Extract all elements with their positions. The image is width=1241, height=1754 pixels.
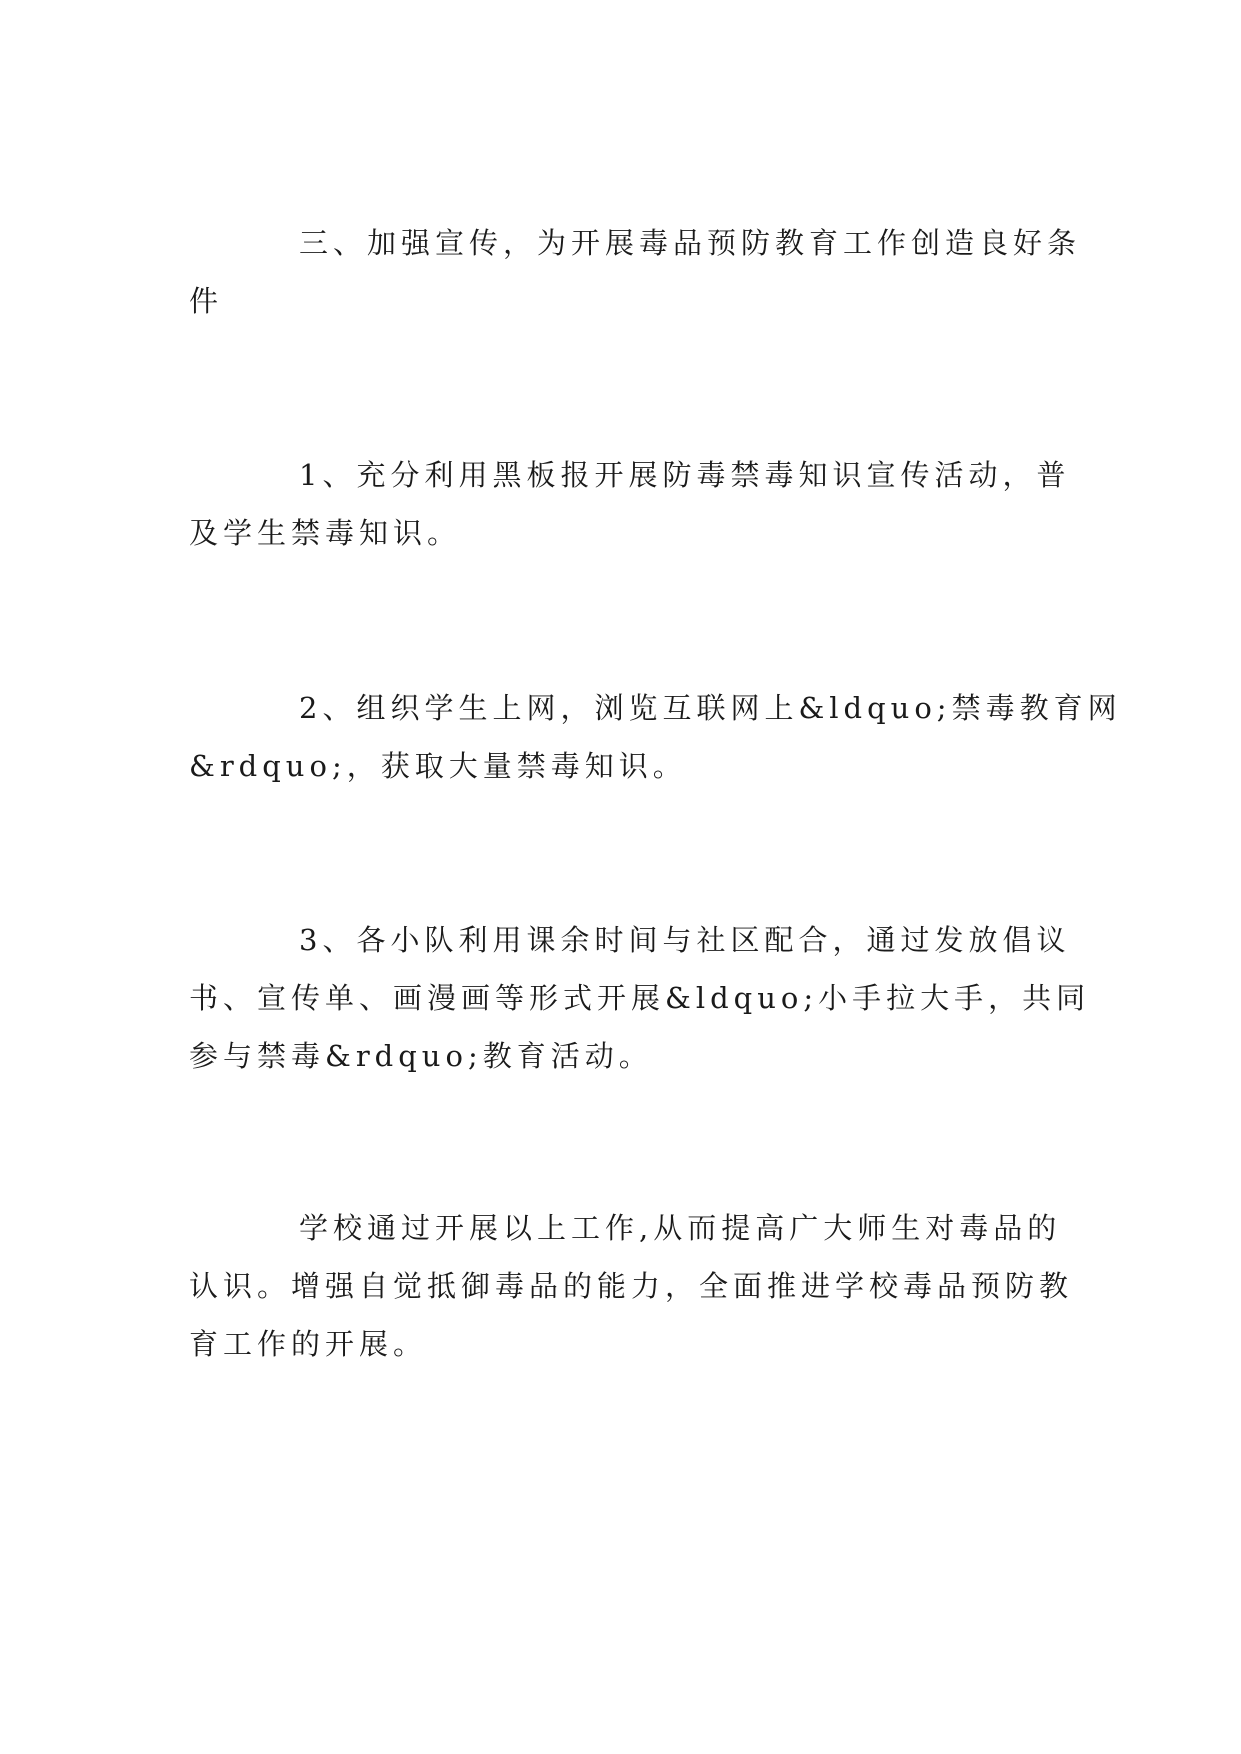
paragraph-line: 育工作的开展。 xyxy=(189,1327,428,1361)
paragraph-section-heading xyxy=(189,214,1082,330)
paragraph-item-2 xyxy=(189,679,1122,795)
paragraph-line: 书、宣传单、画漫画等形式开展&ldquo;小手拉大手，共同 xyxy=(189,981,1091,1015)
paragraph-item-3 xyxy=(189,911,1091,1085)
paragraph-line: 学校通过开展以上工作,从而提高广大师生对毒品的 xyxy=(299,1211,1062,1245)
paragraph-item-1 xyxy=(189,446,1071,562)
paragraph-line: 1、充分利用黑板报开展防毒禁毒知识宣传活动，普 xyxy=(299,458,1071,492)
paragraph-conclusion xyxy=(189,1199,1074,1373)
paragraph-line: &rdquo;，获取大量禁毒知识。 xyxy=(189,749,687,783)
paragraph-line: 及学生禁毒知识。 xyxy=(189,516,462,550)
paragraph-line: 2、组织学生上网，浏览互联网上&ldquo;禁毒教育网 xyxy=(299,691,1122,725)
paragraph-line: 三、加强宣传，为开展毒品预防教育工作创造良好条 xyxy=(299,226,1082,260)
paragraph-line: 参与禁毒&rdquo;教育活动。 xyxy=(189,1039,653,1073)
paragraph-line: 3、各小队利用课余时间与社区配合，通过发放倡议 xyxy=(299,923,1071,957)
paragraph-line: 认识。增强自觉抵御毒品的能力，全面推进学校毒品预防教 xyxy=(189,1269,1074,1303)
paragraph-line: 件 xyxy=(189,284,224,318)
